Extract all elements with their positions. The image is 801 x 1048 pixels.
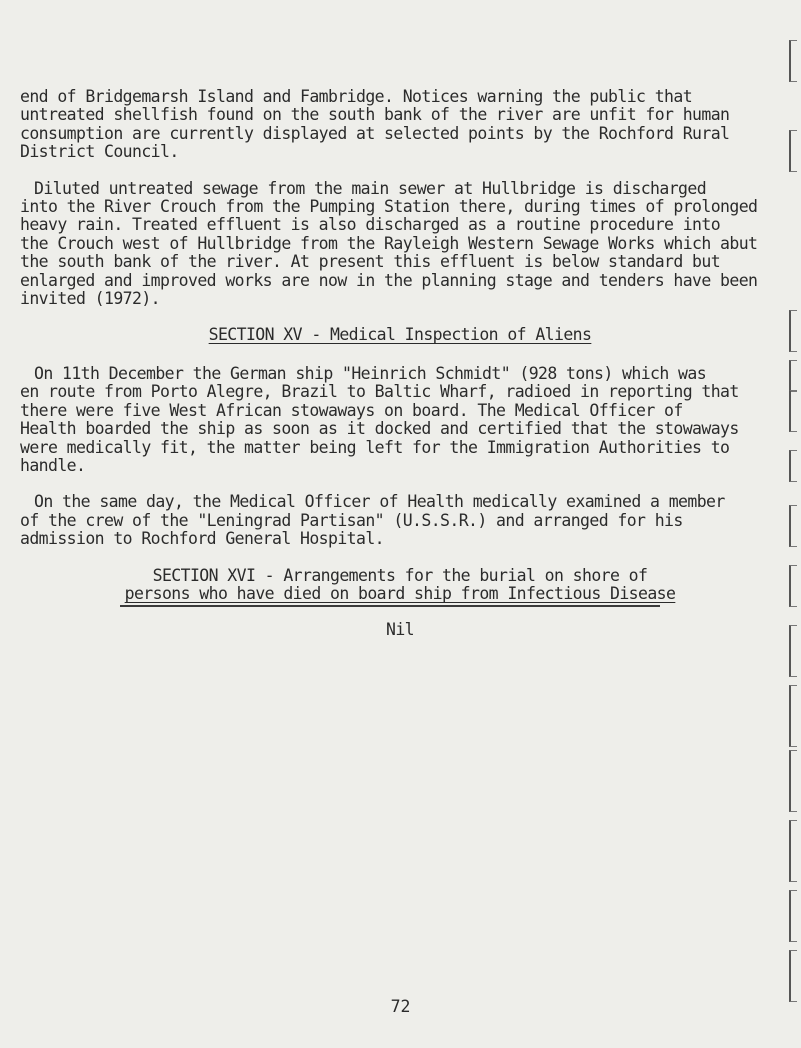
section-xvi-nil: Nil [385, 620, 414, 640]
edge-mark [789, 40, 797, 82]
edge-mark [789, 505, 797, 547]
paragraph-sewage: Diluted untreated sewage from the main sewer at Hullbridge is discharged into the River Crouch from the Pumping Station there, during times of prolonged heavy rain. Treated effluent is also discharged as a routine procedure into the Crouch west of Hullbridge from the Rayleigh Western Sewage Works which abut the south bank of the river. At present this effluent is below standard but enlarged and improved works are now in the planning stage and tenders have been invited (1972). [20, 178, 758, 309]
edge-mark [789, 625, 797, 677]
paragraph-leningrad-partisan: On the same day, the Medical Officer of Health medically examined a member of the crew of the "Leningrad Partisan" (U.S.S.R.) and arranged for his admission to Rochford General Hospital. [20, 492, 725, 549]
section-xvi-heading-line1: SECTION XVI - Arrangements for the burial on shore of [152, 565, 648, 585]
edge-mark [789, 685, 797, 747]
edge-mark [789, 450, 797, 482]
edge-mark [789, 310, 797, 352]
edge-mark [789, 890, 797, 942]
edge-mark [789, 820, 797, 882]
section-xvi-heading-line2-text: persons who have died on board ship from Infectious Disease [124, 583, 676, 603]
paragraph-heinrich-schmidt: On 11th December the German ship "Heinrich Schmidt" (928 tons) which was en route from Porto Alegre, Brazil to Baltic Wharf, radioed in reporting that there were five West African stowaways on board. The Medical Officer of Health boarded the ship as soon as it docked and certified that the stowaways were medically fit, the matter being left for the Immigration Authorities to handle. [20, 363, 739, 475]
edge-mark [789, 130, 797, 172]
edge-mark [789, 750, 797, 812]
document-body [20, 88, 780, 640]
section-xvi-heading-line2 [20, 585, 780, 603]
page-number: 72 [390, 997, 411, 1016]
page-edge-marks [779, 30, 801, 1030]
edge-mark [789, 950, 797, 1002]
section-xv-heading [20, 326, 780, 344]
edge-mark [789, 390, 797, 432]
edge-mark [789, 360, 797, 392]
paragraph-bridgemarsh: end of Bridgemarsh Island and Fambridge. Notices warning the public that untreated shellfish found on the south bank of the river are unfit for human consumption are currently displayed at selected points by the Rochford Rural District Council. [20, 87, 730, 162]
section-xv-heading-text: SECTION XV - Medical Inspection of Aliens [208, 325, 592, 345]
edge-mark [789, 565, 797, 607]
